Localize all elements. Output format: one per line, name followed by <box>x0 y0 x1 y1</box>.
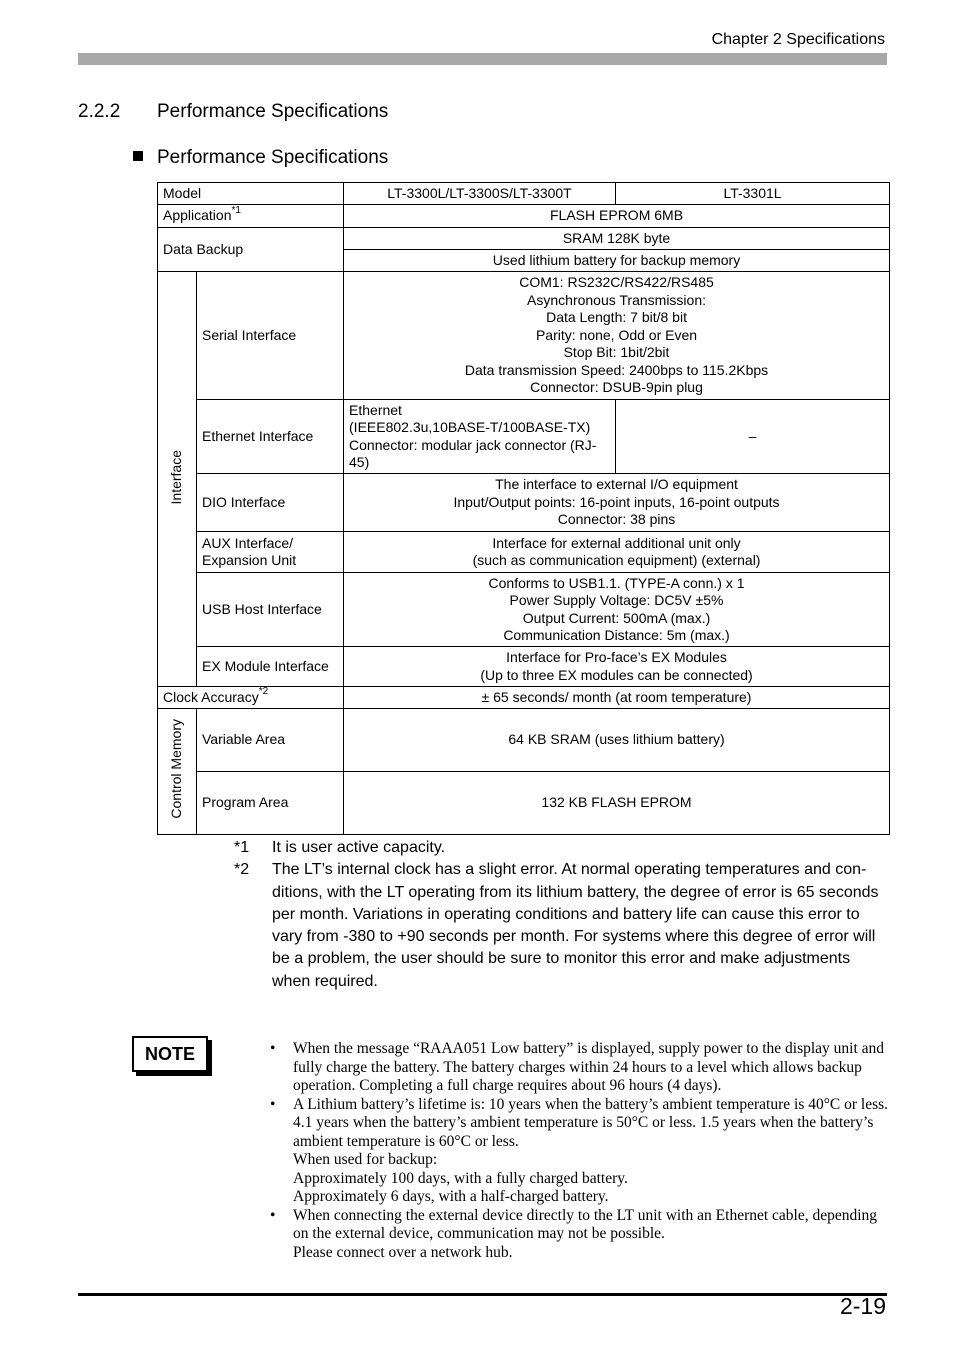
bullet-icon: • <box>270 1095 276 1113</box>
clock-footnote-ref: *2 <box>258 686 269 698</box>
ethernet-line: 45) <box>349 454 370 470</box>
ex-line: (Up to three EX modules can be connected) <box>480 666 753 683</box>
control-group-cell <box>158 709 197 835</box>
application-label: Application <box>163 207 232 224</box>
list-item <box>270 1207 890 1263</box>
table-row <box>158 183 890 205</box>
backup-label: Data Backup <box>158 228 344 272</box>
ethernet-line: Connector: modular jack connector (RJ- <box>349 436 597 453</box>
note-line: A Lithium battery’s lifetime is: 10 years when the battery’s ambient temperature is 40°C or less. 4.1 years when the battery’s ambient temperature is 50°C or less. 1.5 years when the battery’s ambient temperature is 60°C or less. <box>293 1095 889 1150</box>
backup-value-1: SRAM 128K byte <box>344 228 890 250</box>
section-heading <box>78 101 388 123</box>
aux-label <box>197 532 344 573</box>
serial-line: Data transmission Speed: 2400bps to 115.2Kbps <box>464 361 769 378</box>
note-line: Approximately 6 days, with a half-charged battery. <box>293 1188 609 1205</box>
dio-line: Connector: 38 pins <box>557 511 676 528</box>
chapter-header: Chapter 2 Specifications <box>711 31 885 48</box>
dio-value <box>344 474 890 532</box>
table-row <box>158 687 890 709</box>
aux-line: Interface for external additional unit only <box>492 534 741 551</box>
aux-label-line: AUX Interface/ <box>202 534 294 551</box>
section-title: Performance Specifications <box>157 101 389 122</box>
dio-line: The interface to external I/O equipment <box>495 476 738 493</box>
serial-line: Data Length: 7 bit/8 bit <box>546 309 687 326</box>
serial-line: Parity: none, Odd or Even <box>535 326 698 343</box>
bullet-icon: • <box>270 1040 276 1057</box>
serial-line: Connector: DSUB-9pin plug <box>530 379 703 396</box>
square-bullet-icon <box>133 151 143 161</box>
page-number: 2-19 <box>839 1293 886 1319</box>
serial-line: Stop Bit: 1bit/2bit <box>563 344 670 361</box>
footnote-mark: *1 <box>234 839 250 856</box>
ethernet-label: Ethernet Interface <box>197 400 344 474</box>
ethernet-b-value: – <box>616 400 890 474</box>
clock-label: Clock Accuracy <box>163 688 259 705</box>
ethernet-value <box>344 400 616 474</box>
footnote-mark: *2 <box>234 861 250 879</box>
dio-label: DIO Interface <box>197 474 344 532</box>
serial-line: Asynchronous Transmission: <box>527 291 706 308</box>
performance-spec-table <box>157 182 890 835</box>
usb-line: Output Current: 500mA (max.) <box>522 609 711 626</box>
note-text <box>293 1207 890 1263</box>
section-number: 2.2.2 <box>78 101 121 122</box>
table-row <box>158 772 890 835</box>
aux-line: (such as communication equipment) (external) <box>472 552 761 568</box>
aux-value <box>344 532 890 573</box>
clock-label-cell <box>158 687 344 709</box>
program-label: Program Area <box>197 772 344 835</box>
application-label-cell <box>158 205 344 228</box>
footnote-text: It is user active capacity. <box>272 839 446 856</box>
backup-value-2: Used lithium battery for backup memory <box>344 250 890 272</box>
variable-label: Variable Area <box>197 709 344 772</box>
model-a: LT-3300L/LT-3300S/LT-3300T <box>344 183 616 205</box>
serial-line: COM1: RS232C/RS422/RS485 <box>519 274 714 291</box>
footnote-text: The LT’s internal clock has a slight error. At normal operating temperatures and con-ditions, with the LT operating from its lithium battery, the degree of error is 65 seconds per month. Variations in operating conditions and battery life can cause this error to vary from -380 to +90 seconds per month. For systems where this degree of error will be a problem, the user should be sure to monitor this error and make adjustments when required. <box>272 861 879 990</box>
usb-line: Power Supply Voltage: DC5V ±5% <box>509 592 724 608</box>
usb-line: Communication Distance: 5m (max.) <box>503 627 730 643</box>
interface-group-cell <box>158 272 197 687</box>
subsection-heading <box>133 147 388 169</box>
application-footnote-ref: *1 <box>231 204 241 216</box>
footnote-2 <box>234 859 890 993</box>
ex-label: EX Module Interface <box>197 647 344 687</box>
control-group-label: Control Memory <box>168 719 185 820</box>
usb-line: Conforms to USB1.1. (TYPE-A conn.) x 1 <box>488 574 745 591</box>
clock-value: ± 65 seconds/ month (at room temperature) <box>344 687 890 709</box>
header-rule <box>78 53 887 65</box>
table-row <box>158 272 890 400</box>
list-item <box>270 1040 890 1096</box>
note-line: Approximately 100 days, with a fully charged battery. <box>293 1169 628 1187</box>
table-row <box>158 228 890 250</box>
subsection-title: Performance Specifications <box>157 147 389 168</box>
footnotes <box>234 837 890 993</box>
application-value: FLASH EPROM 6MB <box>344 205 890 228</box>
serial-value <box>344 272 890 400</box>
note-line: Please connect over a network hub. <box>293 1243 513 1261</box>
model-b: LT-3301L <box>616 183 890 205</box>
note-badge: NOTE <box>132 1036 208 1072</box>
variable-value: 64 KB SRAM (uses lithium battery) <box>344 709 890 772</box>
note-text: When the message “RAAA051 Low battery” is displayed, supply power to the display unit and fully charge the battery. The battery charges within 24 hours to a level which allows backup operation. Completing a full charge requires about 96 hours (4 days). <box>293 1040 885 1094</box>
ex-line: Interface for Pro-face’s EX Modules <box>506 649 727 665</box>
footer-rule <box>78 1293 887 1296</box>
table-row <box>158 647 890 687</box>
serial-label: Serial Interface <box>197 272 344 400</box>
ethernet-line: (IEEE802.3u,10BASE-T/100BASE-TX) <box>349 419 591 435</box>
model-label: Model <box>158 183 344 205</box>
table-row <box>158 532 890 573</box>
usb-label: USB Host Interface <box>197 573 344 647</box>
program-value: 132 KB FLASH EPROM <box>344 772 890 835</box>
bullet-icon: • <box>270 1206 276 1224</box>
table-row <box>158 205 890 228</box>
ethernet-line: Ethernet <box>349 401 402 418</box>
note-line: When connecting the external device directly to the LT unit with an Ethernet cable, depending on the external device, communication may not be possible. <box>293 1206 878 1242</box>
usb-value <box>344 573 890 647</box>
aux-label-line: Expansion Unit <box>202 552 297 568</box>
ex-value <box>344 647 890 687</box>
table-row <box>158 709 890 772</box>
note-list <box>270 1040 890 1262</box>
note-text <box>293 1096 890 1207</box>
table-row <box>158 400 890 474</box>
dio-line: Input/Output points: 16-point inputs, 16-point outputs <box>453 493 780 510</box>
table-row <box>158 474 890 532</box>
note-line: When used for backup: <box>293 1151 438 1168</box>
list-item <box>270 1096 890 1207</box>
table-row <box>158 573 890 647</box>
interface-group-label: Interface <box>168 449 185 504</box>
footnote-1 <box>234 837 890 859</box>
